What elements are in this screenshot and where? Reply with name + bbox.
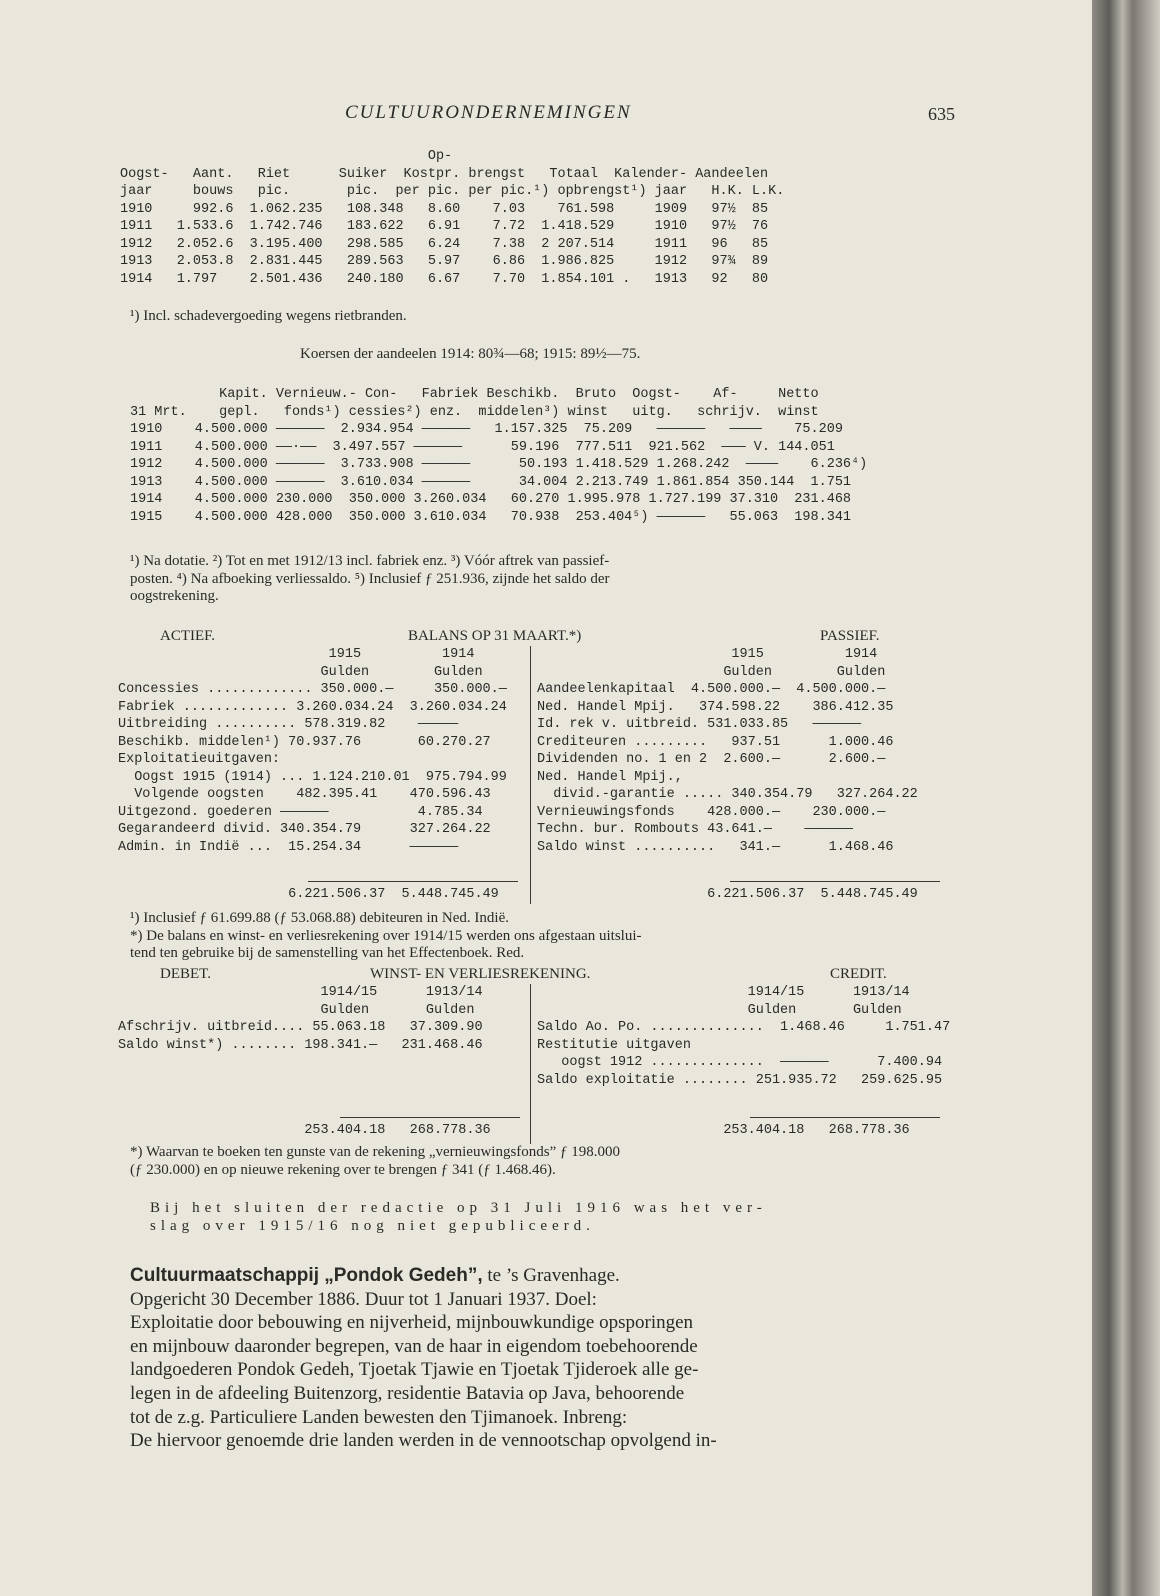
share-prices: Koersen der aandeelen 1914: 80¾—68; 1915: 89½—75. — [300, 346, 641, 362]
table-row: 1911 4.500.000 ——·—— 3.497.557 —————— 59.196 777.511 921.562 ——— V. 144.051 — [130, 439, 835, 455]
footnote-line: oogstrekening. — [130, 588, 219, 604]
column-header: Gulden Gulden — [118, 1002, 475, 1018]
table-row: Dividenden no. 1 en 2 2.600.— 2.600.— — [537, 752, 886, 767]
page-number: 635 — [928, 104, 955, 124]
balance-assets-total — [118, 886, 499, 904]
table-row: Saldo winst*) ........ 198.341.— 231.468.46 — [118, 1037, 483, 1053]
pl-credit — [537, 984, 950, 1089]
running-header-title: CULTUURONDERNEMINGEN — [345, 102, 632, 123]
footnote-line: ¹) Inclusief ƒ 61.699.88 (ƒ 53.068.88) debiteuren in Ned. Indië. — [130, 910, 509, 926]
table-row: 1910 992.6 1.062.235 108.348 8.60 7.03 761.598 1909 97½ 85 — [120, 201, 769, 217]
article-line: landgoederen Pondok Gedeh, Tjoetak Tjawie en Tjoetak Tjideroek alle ge- — [130, 1359, 699, 1381]
footnote-line: (ƒ 230.000) en op nieuwe rekening over te brengen ƒ 341 (ƒ 1.468.46). — [130, 1161, 556, 1178]
table-row: Crediteuren ......... 937.51 1.000.46 — [537, 734, 894, 750]
table-row: 1915 4.500.000 428.000 350.000 3.610.034 70.938 253.404⁵) —————— 55.063 198.341 — [130, 509, 852, 525]
capital-table — [130, 386, 867, 526]
company-seat: te ’s Gravenhage. — [482, 1265, 620, 1286]
balance-left-label: ACTIEF. — [160, 628, 216, 644]
article-line: tot de z.g. Particuliere Landen bewesten den Tjimanoek. Inbreng: — [130, 1406, 628, 1428]
article-line: Opgericht 30 December 1886. Duur tot 1 Januari 1937. Doel: — [130, 1288, 597, 1310]
column-header: Gulden Gulden — [118, 664, 483, 680]
footnote-line: *) Waarvan te boeken ten gunste van de rekening „vernieuwingsfonds” ƒ 198.000 — [130, 1144, 621, 1160]
table-row: Beschikb. middelen¹) 70.937.76 60.270.27 — [118, 734, 491, 750]
column-header: 1915 1914 — [118, 647, 475, 662]
harvest-table-footnote: ¹) Incl. schadevergoeding wegens rietbranden. — [130, 308, 407, 324]
pl-title: WINST- EN VERLIESREKENING. — [370, 966, 591, 982]
table-row: Saldo exploitatie ........ 251.935.72 259.625.95 — [537, 1072, 943, 1088]
table-row: 1914 4.500.000 230.000 350.000 3.260.034 60.270 1.995.978 1.727.199 37.310 231.468 — [130, 492, 852, 507]
article-line: en mijnbouw daaronder begrepen, van de haar in eigendom toebehoorende — [130, 1335, 698, 1357]
total-rule — [340, 1117, 520, 1118]
table-row: Exploitatieuitgaven: — [118, 752, 281, 767]
pl-credit-total — [537, 1122, 910, 1140]
table-row: Techn. bur. Rombouts 43.641.— —————— — [537, 822, 853, 837]
closing-remark — [150, 1200, 767, 1235]
table-row: 1914 1.797 2.501.436 240.180 6.67 7.70 1.854.101 . 1913 92 80 — [120, 271, 769, 287]
company-name: Cultuurmaatschappij „Pondok Gedeh”, — [130, 1265, 483, 1286]
book-page-edge — [1092, 0, 1160, 1596]
total-rule — [308, 881, 518, 882]
article-line: De hiervoor genoemde drie landen werden in de vennootschap opvolgend in- — [130, 1430, 717, 1452]
table-row: 1912 4.500.000 —————— 3.733.908 —————— 50.193 1.418.529 1.268.242 ———— 6.236⁴) — [130, 457, 868, 472]
table-row: oogst 1912 .............. —————— 7.400.94 — [537, 1055, 943, 1070]
closing-line: slag over 1915/16 nog niet gepubliceerd. — [150, 1217, 595, 1234]
total-rule — [730, 881, 940, 882]
table-row: 1910 4.500.000 —————— 2.934.954 —————— 1.157.325 75.209 —————— ———— 75.209 — [130, 422, 843, 437]
total-row: 6.221.506.37 5.448.745.49 — [118, 887, 499, 902]
balance-right-label: PASSIEF. — [820, 628, 880, 644]
table-row: Uitgezond. goederen —————— 4.785.34 — [118, 804, 483, 820]
harvest-table-header-3: jaar bouws pic. pic. per pic. per pic.¹) opbrengst¹) jaar H.K. L.K. — [120, 184, 785, 199]
column-header: 1915 1914 — [537, 647, 878, 662]
table-row: Restitutie uitgaven — [537, 1037, 691, 1053]
table-row: Vernieuwingsfonds 428.000.— 230.000.— — [537, 804, 886, 820]
table-row: Ned. Handel Mpij. 374.598.22 386.412.35 — [537, 699, 894, 715]
balance-liabilities — [537, 646, 918, 856]
table-row: 1912 2.052.6 3.195.400 298.585 6.24 7.38 2 207.514 1911 96 85 — [120, 236, 769, 252]
column-header: Gulden Gulden — [537, 664, 886, 680]
capital-table-header-1: Kapit. Vernieuw.- Con- Fabriek Beschikb. Bruto Oogst- Af- Netto — [130, 387, 819, 402]
harvest-table-header-2: Oogst- Aant. Riet Suiker Kostpr. brengst Totaal Kalender- Aandeelen — [120, 166, 769, 182]
table-row: Aandeelenkapitaal 4.500.000.— 4.500.000.— — [537, 682, 886, 697]
table-row: Uitbreiding .......... 578.319.82 ————— — [118, 717, 459, 732]
harvest-table-header-1: Op- — [120, 149, 453, 164]
table-row: Afschrijv. uitbreid.... 55.063.18 37.309.90 — [118, 1020, 483, 1035]
table-row: Id. rek v. uitbreid. 531.033.85 —————— — [537, 717, 862, 732]
table-row: Concessies ............. 350.000.— 350.000.— — [118, 682, 507, 697]
footnote-line: posten. ⁴) Na afboeking verliessaldo. ⁵) Inclusief ƒ 251.936, zijnde het saldo der — [130, 570, 610, 587]
company-entry — [130, 1264, 946, 1453]
table-row: 1913 2.053.8 2.831.445 289.563 5.97 6.86 1.986.825 1912 97¾ 89 — [120, 254, 769, 269]
pl-debit-total — [118, 1122, 491, 1140]
harvest-table — [120, 148, 784, 288]
balance-assets — [118, 646, 507, 856]
pl-right-label: CREDIT. — [830, 966, 887, 982]
table-row: Oogst 1915 (1914) ... 1.124.210.01 975.794.99 — [118, 769, 507, 785]
capital-table-header-2: 31 Mrt. gepl. fonds¹) cessies²) enz. middelen³) winst uitg. schrijv. winst — [130, 404, 819, 420]
balance-title: BALANS OP 31 MAART.*) — [408, 628, 582, 644]
article-line: legen in de afdeeling Buitenzorg, residentie Batavia op Java, behoorende — [130, 1382, 685, 1404]
article-line: Exploitatie door bebouwing en nijverheid, mijnbouwkundige opsporingen — [130, 1312, 694, 1334]
balance-divider — [530, 646, 531, 904]
table-row: Saldo Ao. Po. .............. 1.468.46 1.751.47 — [537, 1020, 951, 1035]
table-row: 1911 1.533.6 1.742.746 183.622 6.91 7.72 1.418.529 1910 97½ 76 — [120, 219, 769, 234]
table-row: divid.-garantie ..... 340.354.79 327.264.22 — [537, 787, 918, 802]
footnote-line: ¹) Na dotatie. ²) Tot en met 1912/13 incl. fabriek enz. ³) Vóór aftrek van passief- — [130, 553, 610, 569]
pl-divider — [530, 984, 531, 1144]
column-header: Gulden Gulden — [537, 1002, 902, 1018]
closing-line: Bij het sluiten der redactie op 31 Juli 1916 was het ver- — [150, 1200, 767, 1216]
pl-debit — [118, 984, 483, 1054]
total-row: 253.404.18 268.778.36 — [118, 1123, 491, 1138]
balance-footnotes — [130, 910, 642, 963]
pl-left-label: DEBET. — [160, 966, 211, 982]
table-row: Admin. in Indië ... 15.254.34 —————— — [118, 839, 459, 855]
footnote-line: *) De balans en winst- en verliesrekening over 1914/15 werden ons afgestaan uitslui- — [130, 927, 642, 944]
total-rule — [750, 1117, 940, 1118]
table-row: Saldo winst .......... 341.— 1.468.46 — [537, 839, 894, 855]
table-row: 1913 4.500.000 —————— 3.610.034 —————— 34.004 2.213.749 1.861.854 350.144 1.751 — [130, 474, 852, 490]
pl-footnotes — [130, 1144, 620, 1179]
column-header: 1914/15 1913/14 — [118, 985, 483, 1000]
table-row: Gegarandeerd divid. 340.354.79 327.264.22 — [118, 822, 491, 837]
total-row: 6.221.506.37 5.448.745.49 — [537, 887, 918, 902]
total-row: 253.404.18 268.778.36 — [537, 1123, 910, 1138]
balance-liabilities-total — [537, 886, 918, 904]
footnote-line: tend ten gebruike bij de samenstelling van het Effectenboek. Red. — [130, 945, 525, 961]
table-row: Volgende oogsten 482.395.41 470.596.43 — [118, 787, 491, 802]
capital-table-footnotes — [130, 553, 610, 606]
table-row: Fabriek ............. 3.260.034.24 3.260.034.24 — [118, 699, 507, 715]
column-header: 1914/15 1913/14 — [537, 985, 910, 1000]
table-row: Ned. Handel Mpij., — [537, 769, 683, 785]
